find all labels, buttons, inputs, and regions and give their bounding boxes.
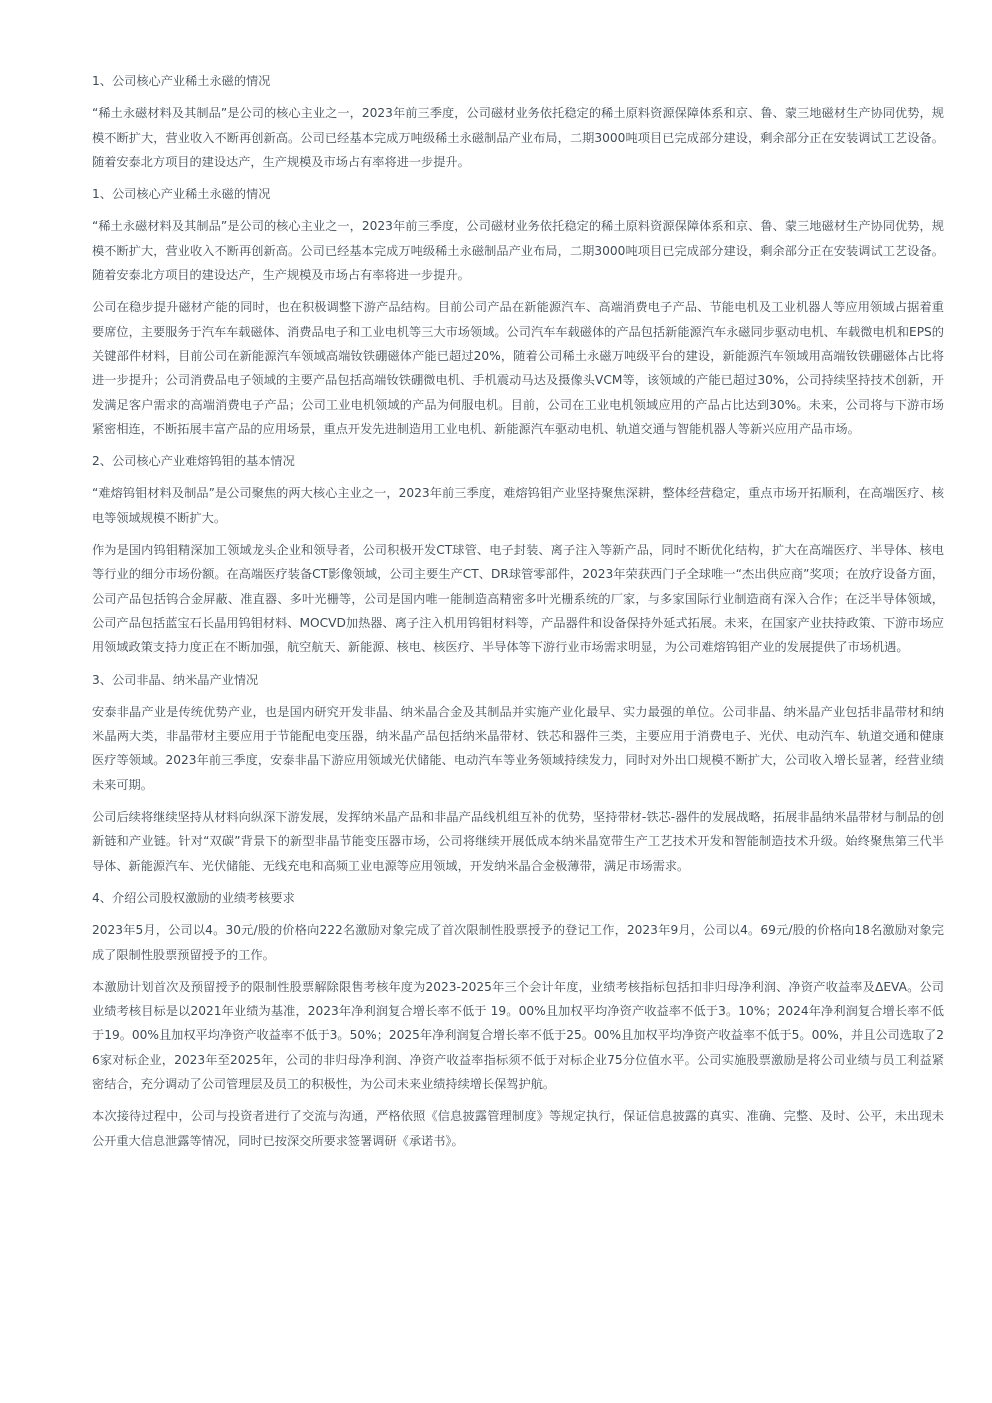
body-paragraph: “稀土永磁材料及其制品”是公司的核心主业之一，2023年前三季度，公司磁材业务依托稳定的稀土原料资源保障体系和京、鲁、蒙三地磁材生产协同优势，规模不断扩大，营业收入不断再创新高。公司已经基本完成万吨级稀土永磁制品产业布局，二期3000吨项目已完成部分建设，剩余部分正在安装调试工艺设备。随着安泰北方项目的建设达产，生产规模及市场占有率将进一步提升。: [92, 219, 944, 283]
body-paragraph: “稀土永磁材料及其制品”是公司的核心主业之一，2023年前三季度，公司磁材业务依托稳定的稀土原料资源保障体系和京、鲁、蒙三地磁材生产协同优势，规模不断扩大，营业收入不断再创新高。公司已经基本完成万吨级稀土永磁制品产业布局，二期3000吨项目已完成部分建设，剩余部分正在安装调试工艺设备。随着安泰北方项目的建设达产，生产规模及市场占有率将进一步提升。: [92, 106, 944, 169]
document-body: [92, 69, 944, 1161]
body-paragraph: 公司在稳步提升磁材产能的同时，也在积极调整下游产品结构。目前公司产品在新能源汽车、高端消费电子产品、节能电机及工业机器人等应用领域占据着重要席位，主要服务于汽车车载磁体、消费品电子和工业电机等三大市场领域。公司汽车车载磁体的产品包括新能源汽车永磁同步驱动电机、车载微电机和EPS的关键部件材料，目前公司在新能源汽车领域高端钕铁硼磁体产能已超过20%，随着公司稀土永磁万吨级平台的建设，新能源汽车领域用高端钕铁硼磁体占比将进一步提升；公司消费品电子领域的主要产品包括高端钕铁硼微电机、手机震动马达及摄像头VCM等，该领域的产能已超过30%，公司持续坚持技术创新，开发满足客户需求的高端消费电子产品；公司工业电机领域的产品为伺服电机。目前，公司在工业电机领域应用的产品占比达到30%。未来，公司将与下游市场紧密相连，不断拓展丰富产品的应用场景，重点开发先进制造用工业电机、新能源汽车驱动电机、轨道交通与智能机器人等新兴应用产品市场。: [92, 300, 944, 436]
body-paragraph: 安泰非晶产业是传统优势产业，也是国内研究开发非晶、纳米晶合金及其制品并实施产业化最早、实力最强的单位。公司非晶、纳米晶产业包括非晶带材和纳米晶两大类，非晶带材主要应用于节能配电变压器，纳米晶产品包括纳米晶带材、铁芯和器件三类，主要应用于消费电子、光伏、电动汽车、轨道交通和健康医疗等领域。2023年前三季度，安泰非晶下游应用领域光伏储能、电动汽车等业务领域持续发力，同时对外出口规模不断扩大，公司收入增长显著，经营业绩未来可期。: [92, 704, 944, 792]
body-paragraph: “难熔钨钼材料及制品”是公司聚焦的两大核心主业之一，2023年前三季度，难熔钨钼产业坚持聚焦深耕，整体经营稳定，重点市场开拓顺利，在高端医疗、核电等领域规模不断扩大。: [92, 486, 944, 525]
body-paragraph: 本激励计划首次及预留授予的限制性股票解除限售考核年度为2023-2025年三个会计年度，业绩考核指标包括扣非归母净利润、净资产收益率及ΔEVA。公司业绩考核目标是以2021年业绩为基准，2023年净利润复合增长率不低于 19。00%且加权平均净资产收益率不低于3。10%；2024年净利润复合增长率不低于19。00%且加权平均净资产收益率不低于3。50%；2025年净利润复合增长率不低于25。00%且加权平均净资产收益率不低于5。00%，并且公司选取了26家对标企业，2023年至2025年，公司的非归母净利润、净资产收益率指标须不低于对标企业75分位值水平。公司实施股票激励是将公司业绩与员工利益紧密结合，充分调动了公司管理层及员工的积极性，为公司未来业绩持续增长保驾护航。: [92, 979, 944, 1091]
body-paragraph: 公司后续将继续坚持从材料向纵深下游发展，发挥纳米晶产品和非晶产品线机组互补的优势，坚持带材-铁芯-器件的发展战略，拓展非晶纳米晶带材与制品的创新链和产业链。针对“双碳”背景下的新型非晶节能变压器市场，公司将继续开展低成本纳米晶宽带生产工艺技术开发和智能制造技术升级。始终聚焦第三代半导体、新能源汽车、光伏储能、无线充电和高频工业电源等应用领域，开发纳米晶合金极薄带，满足市场需求。: [92, 810, 944, 873]
section-heading: 2、公司核心产业难熔钨钼的基本情况: [92, 454, 295, 469]
section-heading: 3、公司非晶、纳米晶产业情况: [92, 672, 259, 687]
body-paragraph: 本次接待过程中，公司与投资者进行了交流与沟通，严格依照《信息披露管理制度》等规定执行，保证信息披露的真实、准确、完整、及时、公平，未出现未公开重大信息泄露等情况，同时已按深交所要求签署调研《承诺书》。: [92, 1109, 944, 1148]
section-heading: 1、公司核心产业稀土永磁的情况: [92, 74, 271, 88]
section-heading: 1、公司核心产业稀土永磁的情况: [92, 187, 271, 202]
body-paragraph: 作为是国内钨钼精深加工领域龙头企业和领导者，公司积极开发CT球管、电子封装、离子注入等新产品，同时不断优化结构，扩大在高端医疗、半导体、核电等行业的细分市场份额。在高端医疗装备CT影像领域，公司主要生产CT、DR球管零部件，2023年荣获西门子全球唯一“杰出供应商”奖项；在放疗设备方面，公司产品包括钨合金屏蔽、准直器、多叶光栅等，公司是国内唯一能制造高精密多叶光栅系统的厂家，与多家国际行业制造商有深入合作；在泛半导体领域，公司产品包括蓝宝石长晶用钨钼材料、MOCVD加热器、离子注入机用钨钼材料等，产品器件和设备保持外延式拓展。未来，在国家产业扶持政策、下游市场应用领域政策支持力度正在不断加强，航空航天、新能源、核电、核医疗、半导体等下游行业市场需求明显，为公司难熔钨钼产业的发展提供了市场机遇。: [92, 543, 944, 655]
body-paragraph: 2023年5月，公司以4。30元/股的价格向222名激励对象完成了首次限制性股票授予的登记工作，2023年9月，公司以4。69元/股的价格向18名激励对象完成了限制性股票预留授予的工作。: [92, 923, 944, 962]
section-heading: 4、介绍公司股权激励的业绩考核要求: [92, 890, 295, 905]
